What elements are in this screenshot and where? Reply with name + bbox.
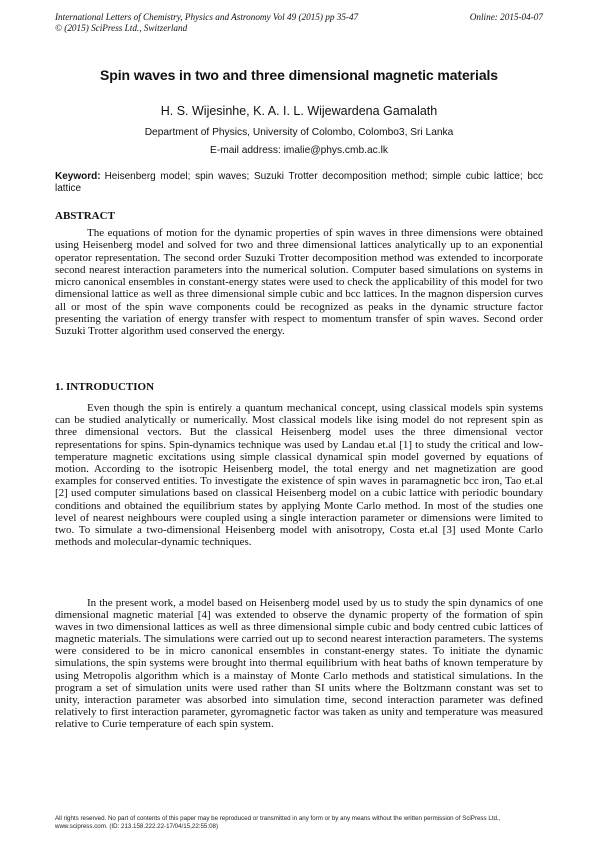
- introduction-paragraph-1: Even though the spin is entirely a quantum mechanical concept, using classical models spin systems can be studied analytically or numerically. Most classical models like ising model do not represent spin as three dimensional vectors. But the classical Heisenberg model uses the three dimensional vector representations for spins. Spin-dynamics technique was used by Landau et.al [1] to study the critical and low-temperature magnetic excitations using simple classical dynamical spin model governed by equations of motion. According to the isotropic Heisenberg model, the total energy and net magnetization are good examples for conserved entities. To investigate the existence of spin waves in paramagnetic bcc iron, Tao et.al [2] used computer simulations based on classical Heisenberg model on a cubic lattice with periodic boundary conditions and obtained the equilibrium states by applying Monte Carlo method. In most of the studies one level of nearest neighbours were coupled using a single interaction parameter or dimensions were limited to two. To simulate a two-dimensional Heisenberg model with anisotropy, Costa et.al [3] used Monte Carlo methods and molecular-dynamic techniques.: [55, 402, 543, 549]
- author-list: H. S. Wijesinhe, K. A. I. L. Wijewardena Gamalath: [160, 104, 438, 118]
- page-header: [55, 12, 543, 34]
- keywords-block: [55, 171, 543, 195]
- paper-title: Spin waves in two and three dimensional magnetic materials: [100, 67, 498, 83]
- email-address: E-mail address: imalie@phys.cmb.ac.lk: [210, 145, 388, 156]
- journal-citation: International Letters of Chemistry, Physics and Astronomy Vol 49 (2015) pp 35-47: [55, 12, 359, 22]
- introduction-heading: 1. INTRODUCTION: [55, 381, 155, 393]
- online-date: Online: 2015-04-07: [469, 12, 543, 22]
- abstract-heading: ABSTRACT: [55, 210, 115, 222]
- abstract-text: The equations of motion for the dynamic properties of spin waves in three dimensions were obtained using Heisenberg model and solved for two and three dimensional lattices analytically up to an exponential operator representation. The second order Suzuki Trotter decomposition method was extended to incorporate second nearest interaction parameters into the numerical solution. Computer based simulations on systems in micro canonical ensembles in constant-energy states were used to check the applicability of this model for two dimensional lattice as well as three dimensional simple cubic and bcc lattices. In the magnon dispersion curves all or most of the spin wave components could be recognized as peaks in the dynamic structure factor presenting the variation of energy transfer with respect to momentum transfer of spin waves. Second order Suzuki Trotter algorithm used conserved the energy.: [55, 227, 543, 337]
- introduction-paragraph-2: In the present work, a model based on Heisenberg model used by us to study the spin dynamics of one dimensional magnetic material [4] was extended to observe the dynamic property of the formation of spin waves in two dimensional lattices as well as three dimensional simple cubic and body centred cubic lattices of magnetic materials. The simulations were carried out up to second nearest interaction parameters. The systems were considered to be in micro canonical ensembles in constant-energy states. To initiate the dynamic simulations, the spin systems were brought into thermal equilibrium with heat baths of known temperature by using Metropolis algorithm which is a mainstay of Monte Carlo methods and statistical simulations. In the program a set of simulation units were used rather than SI units where the Boltzmann constant was set to unity, interaction parameter was absorbed into simulation time, second interaction parameter was defined relatively to first interaction parameter, gyromagnetic factor was taken as unity and temperature was measured relative to Curie temperature of each spin system.: [55, 597, 543, 730]
- copyright-footer: All rights reserved. No part of contents of this paper may be reproduced or transmitted in any form or by any means without the written permission of SciPress Ltd., www.scipress.com. (ID: 213.158.222.22-17/04/15,22:55:08): [55, 815, 501, 830]
- copyright-line: © (2015) SciPress Ltd., Switzerland: [55, 23, 188, 33]
- keywords-label: Keyword:: [55, 171, 101, 182]
- keywords-text: Heisenberg model; spin waves; Suzuki Trotter decomposition method; simple cubic lattice; bcc lattice: [55, 171, 543, 194]
- affiliation: Department of Physics, University of Colombo, Colombo3, Sri Lanka: [144, 127, 454, 138]
